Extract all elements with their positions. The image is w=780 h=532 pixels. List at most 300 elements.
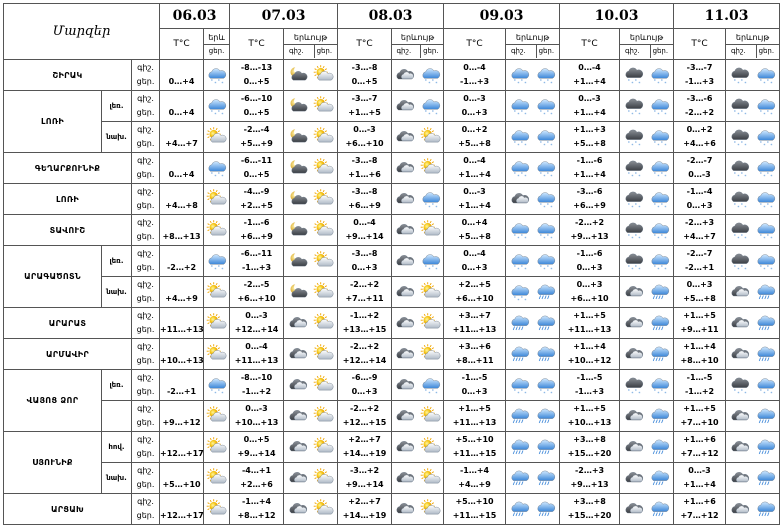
cloud-dark-icon [729, 282, 750, 302]
cloud-snow-icon [420, 189, 441, 209]
svg-text:*: * [661, 264, 664, 270]
svg-text:*: * [638, 235, 641, 241]
weather-cell [284, 153, 338, 184]
table-row [4, 91, 780, 122]
temperature-cell: -1…-5 0…+3 [444, 370, 506, 401]
svg-text:*: * [661, 388, 664, 394]
temperature-cell: +3…+7 +11…+13 [444, 308, 506, 339]
temperature-cell: 0…-4 +1…+4 [560, 60, 620, 91]
svg-text:*: * [737, 80, 740, 86]
svg-text:*: * [431, 202, 434, 208]
temperature-cell: -4…+1 +2…+6 [230, 463, 284, 494]
cloud-dark-snow-icon [623, 189, 644, 209]
svg-text:*: * [661, 140, 664, 146]
svg-text:*: * [424, 202, 427, 208]
weather-cell [506, 463, 560, 494]
svg-text:*: * [770, 173, 773, 179]
svg-text:*: * [763, 142, 766, 148]
temperature-cell: -2…+2 +7…+11 [338, 277, 392, 308]
temperature-cell: -2…+3 +4…+7 [674, 215, 726, 246]
cloud-rain-icon [509, 499, 530, 519]
cloud-rain-icon [755, 468, 776, 488]
temperature-cell: -2…-7 0…-3 [674, 153, 726, 184]
svg-text:*: * [517, 111, 520, 117]
cloud-rain-icon [755, 313, 776, 333]
svg-text:*: * [547, 140, 550, 146]
svg-text:*: * [661, 109, 664, 115]
svg-text:*: * [627, 264, 630, 270]
svg-text:*: * [664, 266, 667, 272]
weather-cell [506, 308, 560, 339]
time-of-day: գիշ. ցեր. [132, 246, 160, 277]
weather-cell [506, 370, 560, 401]
svg-text:*: * [634, 171, 637, 177]
cloud-snow-icon [755, 220, 776, 240]
weather-cell [284, 463, 338, 494]
weather-cell [392, 494, 444, 525]
svg-text:*: * [760, 264, 763, 270]
cloud-rain-icon [535, 406, 556, 426]
cloud-dark-snow-icon [729, 375, 750, 395]
svg-text:*: * [428, 266, 431, 272]
svg-text:*: * [550, 142, 553, 148]
cloud-dark-icon [394, 499, 415, 519]
svg-text:*: * [520, 171, 523, 177]
weather-cell [204, 277, 230, 308]
svg-text:*: * [631, 80, 634, 86]
time-of-day: գիշ. ցեր. [132, 463, 160, 494]
temperature-cell: 0…+2 +5…+8 [444, 122, 506, 153]
cloud-dark-snow-icon [623, 127, 644, 147]
svg-text:*: * [210, 264, 214, 270]
svg-text:*: * [767, 264, 770, 270]
svg-text:*: * [520, 264, 523, 270]
subregion-label: լեռ. [102, 91, 132, 122]
cloud-snow-icon [755, 189, 776, 209]
svg-text:*: * [524, 266, 527, 272]
temperature-cell: -2…-5 +6…+10 [230, 277, 284, 308]
cloud-rain-icon [755, 437, 776, 457]
svg-text:*: * [740, 388, 743, 394]
svg-text:*: * [513, 78, 516, 84]
weather-cell [620, 184, 674, 215]
cloud-rain-icon [649, 282, 670, 302]
weather-cell [506, 246, 560, 277]
date-header-2: 08.03 [338, 4, 444, 29]
svg-text:*: * [638, 173, 641, 179]
svg-text:*: * [550, 173, 553, 179]
cloud-dark-icon [623, 344, 644, 364]
temperature-cell: -6…-10 0…+5 [230, 91, 284, 122]
moon-cloud-icon [287, 158, 308, 178]
weather-cell [726, 60, 780, 91]
cloud-dark-icon [287, 344, 308, 364]
weather-cell [506, 432, 560, 463]
svg-text:*: * [654, 202, 657, 208]
cloud-dark-snow-icon [729, 158, 750, 178]
date-header-3: 09.03 [444, 4, 560, 29]
table-row [4, 184, 780, 215]
svg-text:*: * [634, 109, 637, 115]
cloud-snow-icon [509, 282, 530, 302]
svg-text:*: * [737, 142, 740, 148]
svg-text:*: * [221, 173, 224, 179]
temp-header-2: T°C [338, 29, 392, 60]
subregion-label: լեռ. [102, 370, 132, 401]
weather-cell [726, 184, 780, 215]
svg-text:*: * [638, 204, 641, 210]
svg-text:*: * [770, 390, 773, 396]
weather-cell [620, 215, 674, 246]
sun-cloud-icon [313, 65, 334, 85]
svg-text:*: * [428, 111, 431, 117]
svg-text:*: * [540, 233, 543, 239]
cloud-snow-icon [649, 96, 670, 116]
cloud-dark-icon [394, 158, 415, 178]
weather-cell [284, 215, 338, 246]
table-row [4, 339, 780, 370]
cloud-snow-icon [509, 65, 530, 85]
cloud-dark-icon [394, 375, 415, 395]
temp-header-3: T°C [444, 29, 506, 60]
sun-cloud-icon [420, 127, 441, 147]
svg-text:*: * [638, 142, 641, 148]
time-of-day: գիշ. ցեր. [132, 153, 160, 184]
table-row [4, 401, 780, 432]
svg-text:*: * [740, 171, 743, 177]
svg-text:*: * [524, 111, 527, 117]
cloud-rain-icon [755, 406, 776, 426]
svg-text:*: * [638, 266, 641, 272]
svg-text:*: * [517, 173, 520, 179]
weather-cell [284, 494, 338, 525]
svg-text:*: * [763, 266, 766, 272]
cloud-dark-snow-icon [623, 96, 644, 116]
temperature-cell: -3…-8 +6…+9 [338, 184, 392, 215]
sun-cloud-icon [420, 406, 441, 426]
table-row [4, 494, 780, 525]
svg-text:*: * [767, 202, 770, 208]
svg-text:*: * [547, 171, 550, 177]
svg-text:*: * [631, 204, 634, 210]
svg-text:*: * [524, 235, 527, 241]
svg-text:*: * [737, 173, 740, 179]
cloud-dark-icon [394, 189, 415, 209]
svg-text:*: * [547, 388, 550, 394]
region-name: ԼՈՌԻ [4, 91, 102, 153]
svg-text:*: * [763, 390, 766, 396]
temperature-cell: 0…+2 +4…+6 [674, 122, 726, 153]
weather-cell [506, 184, 560, 215]
svg-text:*: * [513, 171, 516, 177]
time-of-day: գիշ. ցեր. [132, 215, 160, 246]
sun-cloud-icon [313, 437, 334, 457]
svg-text:*: * [740, 233, 743, 239]
time-of-day: գիշ. ցեր. [132, 184, 160, 215]
cloud-dark-icon [623, 406, 644, 426]
temperature-cell: +4…+9 [160, 277, 204, 308]
cloud-dark-icon [287, 375, 308, 395]
temperature-cell: 0…-4 +9…+14 [338, 215, 392, 246]
cloud-snow-icon [535, 96, 556, 116]
svg-text:*: * [638, 390, 641, 396]
time-of-day: գիշ. ցեր. [132, 91, 160, 122]
weather-cell [204, 494, 230, 525]
sun-cloud-icon [313, 251, 334, 271]
region-name: ԱՐԱԳԱԾՈՏՆ [4, 246, 102, 308]
weather-cell [392, 184, 444, 215]
weather-cell [620, 308, 674, 339]
svg-text:*: * [550, 235, 553, 241]
weather-cell [726, 91, 780, 122]
cloud-rain-icon [649, 313, 670, 333]
weather-cell [392, 463, 444, 494]
svg-text:*: * [744, 111, 747, 117]
cloud-rain-icon [755, 282, 776, 302]
svg-text:*: * [654, 233, 657, 239]
cloud-snow-icon [755, 65, 776, 85]
moon-cloud-icon [287, 251, 308, 271]
cloud-dark-icon [623, 282, 644, 302]
weather-cell [726, 494, 780, 525]
svg-text:*: * [520, 233, 523, 239]
temperature-cell: -1…+2 +13…+15 [338, 308, 392, 339]
cloud-snow-icon [206, 251, 227, 271]
cloud-rain-icon [509, 313, 530, 333]
temperature-cell: -2…+3 +9…+13 [560, 463, 620, 494]
weather-cell [620, 401, 674, 432]
weather-cell [204, 215, 230, 246]
subregion-label [102, 401, 132, 432]
table-row [4, 370, 780, 401]
svg-text:*: * [760, 78, 763, 84]
weather-cell [506, 277, 560, 308]
svg-text:*: * [627, 109, 630, 115]
cloud-dark-snow-icon [623, 158, 644, 178]
weather-cell [204, 246, 230, 277]
temperature-cell: +3…+6 +8…+11 [444, 339, 506, 370]
cloud-rain-icon [509, 406, 530, 426]
date-header-1: 07.03 [230, 4, 338, 29]
svg-text:*: * [547, 233, 550, 239]
time-of-day: գիշ. ցեր. [132, 432, 160, 463]
sun-cloud-icon [420, 282, 441, 302]
cloud-dark-icon [287, 406, 308, 426]
svg-text:*: * [634, 140, 637, 146]
cloud-snow-icon [649, 251, 670, 271]
region-name: ՏԱՎՈՒՇ [4, 215, 132, 246]
temperature-cell: +10…+13 [160, 339, 204, 370]
cloud-rain-icon [509, 437, 530, 457]
temperature-cell: -2…-4 +5…+9 [230, 122, 284, 153]
weather-cell [506, 153, 560, 184]
weather-cell [506, 494, 560, 525]
weather-cell [392, 246, 444, 277]
temperature-cell: -2…+2 +9…+13 [560, 215, 620, 246]
temperature-cell: +5…+10 +11…+15 [444, 432, 506, 463]
cloud-rain-icon [509, 344, 530, 364]
weather-cell [392, 91, 444, 122]
temperature-cell: -1…+4 +4…+9 [444, 463, 506, 494]
time-of-day: գիշ. ցեր. [132, 494, 160, 525]
temperature-cell: +12…+17 [160, 432, 204, 463]
sun-cloud-icon [206, 468, 227, 488]
weather-cell [506, 91, 560, 122]
svg-text:*: * [760, 202, 763, 208]
cloud-snow-icon [206, 158, 227, 178]
temperature-cell: +12…+17 [160, 494, 204, 525]
svg-text:*: * [540, 388, 543, 394]
temperature-cell: 0…+4 [160, 153, 204, 184]
weather-cell [204, 153, 230, 184]
sun-cloud-icon [313, 406, 334, 426]
cloud-dark-icon [394, 127, 415, 147]
sun-cloud-icon [313, 96, 334, 116]
svg-text:*: * [744, 235, 747, 241]
temperature-cell: -1…-5 -1…+3 [560, 370, 620, 401]
svg-text:*: * [517, 390, 520, 396]
table-row [4, 463, 780, 494]
svg-text:*: * [424, 109, 427, 115]
svg-text:*: * [654, 388, 657, 394]
svg-text:*: * [740, 264, 743, 270]
temperature-cell: -2…+1 [160, 370, 204, 401]
cloud-dark-icon [287, 313, 308, 333]
time-of-day: գիշ. ցեր. [132, 122, 160, 153]
weather-cell [392, 60, 444, 91]
svg-text:*: * [431, 388, 434, 394]
weather-cell [204, 60, 230, 91]
weather-cell [392, 308, 444, 339]
sun-cloud-icon [206, 437, 227, 457]
weather-cell [284, 339, 338, 370]
cloud-dark-snow-icon [729, 96, 750, 116]
region-name: ԱՐՑԱԽ [4, 494, 132, 525]
temp-header-4: T°C [560, 29, 620, 60]
svg-text:*: * [540, 109, 543, 115]
temperature-cell: 0…+3 +5…+8 [674, 277, 726, 308]
svg-text:*: * [210, 171, 214, 177]
cloud-dark-icon [394, 282, 415, 302]
weather-header-3: երևույթ գիշ. ցեր. [506, 29, 560, 60]
svg-text:*: * [547, 202, 550, 208]
region-name: ԱՐԱՐԱՏ [4, 308, 132, 339]
cloud-snow-icon [509, 158, 530, 178]
svg-text:*: * [627, 202, 630, 208]
region-name: ԳԵՂԱՐՔՈՒՆԻՔ [4, 153, 132, 184]
svg-text:*: * [733, 388, 736, 394]
svg-text:*: * [513, 109, 516, 115]
svg-text:*: * [214, 111, 217, 117]
weather-header-0: երև ցեր. [204, 29, 230, 60]
svg-text:*: * [214, 80, 217, 86]
cloud-dark-icon [394, 65, 415, 85]
time-of-day: գիշ. ցեր. [132, 60, 160, 91]
svg-text:*: * [517, 266, 520, 272]
svg-text:*: * [657, 204, 660, 210]
svg-text:*: * [760, 233, 763, 239]
temperature-cell: -2…-7 -2…+1 [674, 246, 726, 277]
cloud-dark-snow-icon [623, 65, 644, 85]
sun-cloud-icon [313, 375, 334, 395]
svg-text:*: * [634, 233, 637, 239]
svg-text:*: * [524, 297, 527, 303]
svg-text:*: * [638, 80, 641, 86]
temperature-cell: 0…-3 0…+3 [444, 91, 506, 122]
temperature-cell: -6…-11 0…+5 [230, 153, 284, 184]
temp-header-1: T°C [230, 29, 284, 60]
svg-text:*: * [520, 78, 523, 84]
temperature-cell: +11…+13 [160, 308, 204, 339]
svg-text:*: * [435, 390, 438, 396]
svg-text:*: * [740, 78, 743, 84]
weather-cell [284, 60, 338, 91]
svg-text:*: * [435, 204, 438, 210]
cloud-dark-snow-icon [623, 251, 644, 271]
temperature-cell: -4…-9 +2…+5 [230, 184, 284, 215]
cloud-snow-icon [649, 158, 670, 178]
cloud-snow-icon [649, 189, 670, 209]
weather-cell [392, 277, 444, 308]
svg-text:*: * [760, 140, 763, 146]
cloud-snow-icon [535, 189, 556, 209]
temperature-cell: +1…+6 +7…+12 [674, 432, 726, 463]
svg-text:*: * [517, 80, 520, 86]
table-row [4, 60, 780, 91]
weather-cell [284, 370, 338, 401]
svg-text:*: * [654, 140, 657, 146]
sun-cloud-icon [313, 468, 334, 488]
sun-cloud-icon [313, 220, 334, 240]
svg-text:*: * [664, 390, 667, 396]
svg-text:*: * [767, 388, 770, 394]
temperature-cell: +1…+5 +11…+13 [560, 308, 620, 339]
temperature-cell: 0…-3 +6…+10 [338, 122, 392, 153]
svg-text:*: * [737, 204, 740, 210]
cloud-snow-icon [509, 375, 530, 395]
svg-text:*: * [657, 266, 660, 272]
svg-text:*: * [540, 202, 543, 208]
svg-text:*: * [631, 235, 634, 241]
weather-cell [620, 60, 674, 91]
svg-text:*: * [543, 235, 546, 241]
sun-cloud-icon [313, 189, 334, 209]
svg-text:*: * [221, 111, 224, 117]
temperature-cell: 0…-3 +10…+13 [230, 401, 284, 432]
sun-cloud-icon [313, 282, 334, 302]
svg-text:*: * [428, 390, 431, 396]
cloud-rain-icon [535, 313, 556, 333]
svg-text:*: * [520, 388, 523, 394]
svg-text:*: * [767, 140, 770, 146]
svg-text:*: * [627, 388, 630, 394]
time-of-day: գիշ. ցեր. [132, 370, 160, 401]
weather-header-1: երևույթ գիշ. ցեր. [284, 29, 338, 60]
weather-cell [204, 339, 230, 370]
temperature-cell: 0…+3 +6…+10 [560, 277, 620, 308]
cloud-snow-icon [509, 251, 530, 271]
svg-text:*: * [654, 264, 657, 270]
cloud-snow-icon [755, 375, 776, 395]
svg-text:*: * [424, 264, 427, 270]
temperature-cell: +1…+5 +10…+13 [560, 401, 620, 432]
weather-cell [726, 370, 780, 401]
weather-cell [204, 91, 230, 122]
sun-cloud-icon [206, 189, 227, 209]
svg-text:*: * [550, 390, 553, 396]
temperature-cell: 0…-3 +1…+4 [674, 463, 726, 494]
cloud-snow-icon [509, 96, 530, 116]
